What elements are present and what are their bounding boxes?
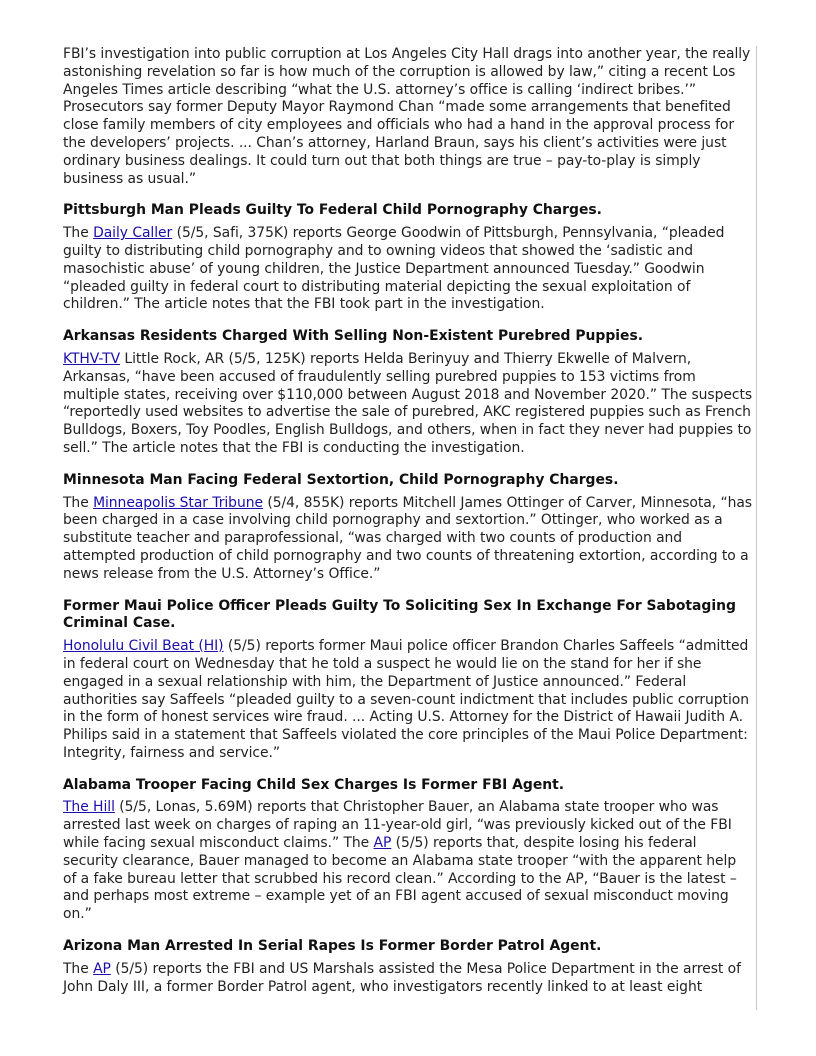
source-link-kthv[interactable]: KTHV-TV [63,350,121,367]
source-link-civil-beat[interactable]: Honolulu Civil Beat (HI) [63,638,224,655]
article-headline: Alabama Trooper Facing Child Sex Charges Is Former FBI Agent. [63,776,565,793]
source-link-ap[interactable]: AP [373,835,392,852]
article-maui [63,598,753,763]
column-divider [756,46,757,1010]
article-body: The Minneapolis Star Tribune (5/4, 855K) reports Mitchell James Ottinger of Carver, Minnesota, “has been charged in a case involving child pornography and sextortion.” Ottinger, who worked as a substitute teacher and paraprofessional, “was charged with two counts of production and attempted production of child pornography and two counts of threatening extortion, according to a news release from the U.S. Attorney’s Office.” [63,494,752,582]
source-link-ap[interactable]: AP [93,960,111,977]
article-minnesota [63,472,753,584]
article-headline: Minnesota Man Facing Federal Sextortion, Child Pornography Charges. [63,471,619,488]
article-body: Honolulu Civil Beat (HI) (5/5) reports former Maui police officer Brandon Charles Saffeels “admitted in federal court on Wednesday that he told a suspect he would lie on the stand for her if she engaged in a sexual relationship with him, the Department of Justice announced.” Federal authorities say Saffeels “pleaded guilty to a seven-count indictment that includes public corruption in the form of honest services wire fraud. ... Acting U.S. Attorney for the District of Hawaii Judith A. Philips said in a statement that Saffeels violated the core principles of the Maui Police Department: Integrity, fairness and service.” [63,638,749,761]
article-body: KTHV-TV Little Rock, AR (5/5, 125K) reports Helda Berinyuy and Thierry Ekwelle of Malvern, Arkansas, “have been accused of fraudulently selling purebred puppies to 153 victims from multiple states, receiving over $110,000 between August 2018 and November 2020.” The suspects “reportedly used websites to advertise the sale of purebred, AKC registered puppies such as French Bulldogs, Boxers, Toy Poodles, English Bulldogs, and others, when in fact they never had puppies to sell.” The article notes that the FBI is conducting the investigation. [63,350,753,456]
source-link-the-hill[interactable]: The Hill [63,799,115,816]
article-headline: Arkansas Residents Charged With Selling Non-Existent Purebred Puppies. [63,328,644,345]
article-body: The Hill (5/5, Lonas, 5.69M) reports that Christopher Bauer, an Alabama state trooper who was arrested last week on charges of raping an 11-year-old girl, “was previously kicked out of the FBI while facing sexual misconduct claims.” The AP (5/5) reports that, despite losing his federal security clearance, Bauer managed to become an Alabama state trooper “with the apparent help of a fake bureau letter that scrubbed his record clean.” According to the AP, “Bauer is the latest – and perhaps most extreme – example yet of an FBI agent accused of sexual misconduct moving on.” [63,799,737,923]
article-headline: Arizona Man Arrested In Serial Rapes Is Former Border Patrol Agent. [63,938,602,955]
article-arkansas [63,328,753,458]
article-arizona [63,938,753,996]
article-headline: Former Maui Police Officer Pleads Guilty To Soliciting Sex In Exchange For Sabotaging Criminal Case. [63,597,736,632]
article-body: The Daily Caller (5/5, Safi, 375K) reports George Goodwin of Pittsburgh, Pennsylvania, “pleaded guilty to distributing child pornography and to owning videos that showed the ‘sadistic and masochistic abuse’ of young children, the Justice Department announced Tuesday.” Goodwin “pleaded guilty in federal court to distributing material depicting the sexual exploitation of children.” The article notes that the FBI took part in the investigation. [63,225,725,313]
source-link-star-tribune[interactable]: Minneapolis Star Tribune [93,494,263,511]
article-body: The AP (5/5) reports the FBI and US Marshals assisted the Mesa Police Department in the arrest of John Daly III, a former Border Patrol agent, who investigators recently linked to at least eight [63,960,741,995]
article-headline: Pittsburgh Man Pleads Guilty To Federal Child Pornography Charges. [63,202,602,219]
article-pittsburgh [63,202,753,314]
source-link-daily-caller[interactable]: Daily Caller [93,225,173,242]
intro-paragraph: FBI’s investigation into public corruption at Los Angeles City Hall drags into another year, the really astonishing revelation so far is how much of the corruption is allowed by law,” citing a recent Los Angeles Times article describing “what the U.S. attorney’s office is calling ‘indirect bribes.’” Prosecutors say former Deputy Mayor Raymond Chan “made some arrangements that benefited close family members of city employees and officials who had a hand in the approval process for the developers’ projects. ... Chan’s attorney, Harland Braun, says his client’s activities were just ordinary business dealings. It could turn out that both things are true – pay-to-play is simply business as usual.” [63,46,751,187]
news-column [63,46,753,996]
article-alabama [63,777,753,924]
